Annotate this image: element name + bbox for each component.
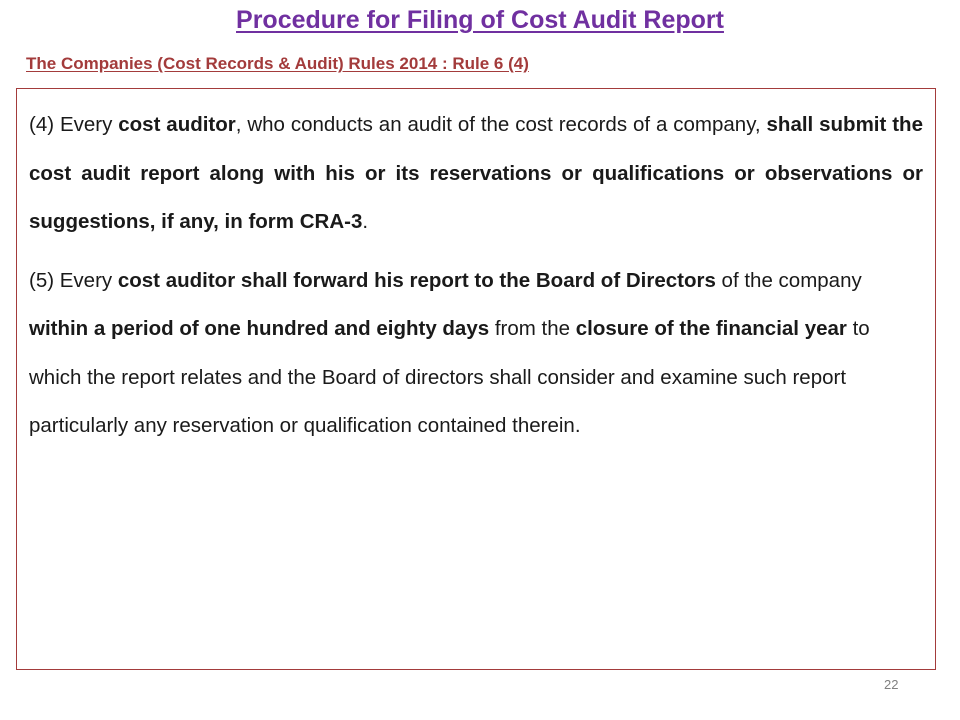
rule-4-text-1: (4) Every	[29, 113, 119, 136]
rule-4-bold-submit-report: shall submit the cost audit report along with his or its reservations or qualifications or observations or suggestions, if any, in form CRA-3	[29, 113, 923, 233]
rule-4-text-3: .	[362, 210, 369, 233]
rule-5-text-3: from the	[489, 317, 576, 340]
rule-reference-subtitle: The Companies (Cost Records & Audit) Rules 2014 : Rule 6 (4)	[26, 54, 529, 73]
rule-4-bold-cost-auditor: cost auditor	[118, 113, 236, 136]
rule-text-box	[16, 88, 936, 670]
rule-5-text-1: (5) Every	[29, 268, 118, 292]
rule-5-bold-period: within a period of one hundred and eighty days	[29, 317, 490, 340]
rule-5-text-2: of the company	[715, 268, 862, 292]
slide-title: Procedure for Filing of Cost Audit Report	[236, 6, 724, 34]
rule-5-paragraph	[29, 257, 923, 451]
rule-4-paragraph	[29, 101, 923, 247]
page-number: 22	[884, 677, 899, 692]
rule-5-text-4: to which the report relates and the Board of directors shall consider and examine such report particularly any reservation or qualification contained therein.	[29, 317, 870, 437]
rule-5-bold-closure: closure of the financial year	[575, 317, 847, 340]
rule-4-text-2: , who conducts an audit of the cost records of a company,	[235, 113, 767, 136]
rule-5-bold-forward-report: cost auditor shall forward his report to the Board of Directors	[117, 268, 716, 292]
